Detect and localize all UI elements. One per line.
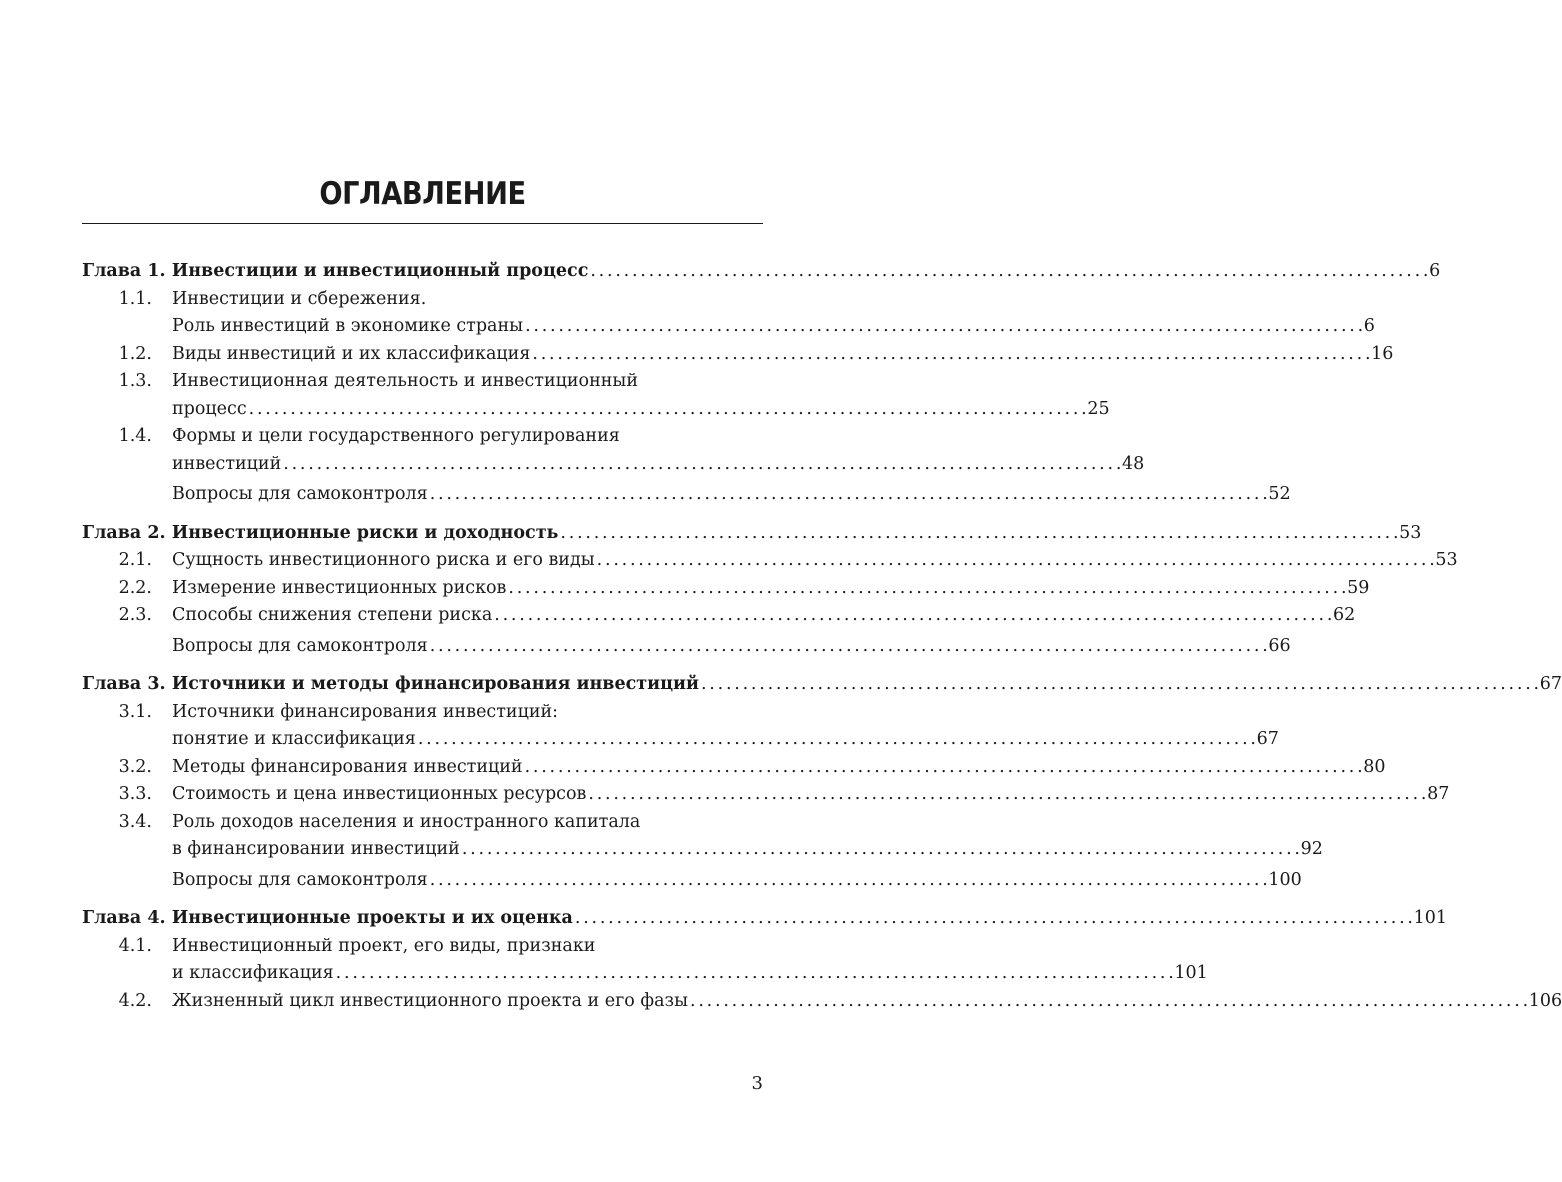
toc-page-number: 48 xyxy=(1121,453,1145,474)
toc-section-title: Сущность инвестиционного риска и его виды xyxy=(172,550,595,570)
dot-leader xyxy=(560,520,1397,548)
dot-leader xyxy=(525,313,1362,341)
toc-section-title: инвестиций xyxy=(172,453,282,474)
toc-questions-2[interactable] xyxy=(82,633,1291,661)
toc-page-number: 59 xyxy=(1347,577,1370,598)
toc-page-number: 87 xyxy=(1427,784,1450,804)
toc-page-number: 62 xyxy=(1332,605,1356,625)
toc-page-number: 106 xyxy=(1528,990,1562,1011)
dot-leader xyxy=(283,451,1120,479)
toc-section-2-1[interactable] xyxy=(82,547,1458,575)
dot-leader xyxy=(575,905,1412,933)
toc-section-3-4[interactable] xyxy=(82,809,763,837)
toc-section-number: 3.4. xyxy=(118,811,152,832)
toc-section-number: 1.2. xyxy=(118,343,152,364)
table-of-contents xyxy=(82,258,1562,1015)
dot-leader xyxy=(430,633,1267,661)
toc-section-4-1[interactable] xyxy=(82,933,763,961)
dot-leader xyxy=(462,836,1299,864)
dot-leader xyxy=(532,341,1369,369)
toc-section-1-3[interactable] xyxy=(82,368,763,396)
toc-chapter-1[interactable] xyxy=(82,258,1441,286)
toc-section-title: Способы снижения степени риска xyxy=(172,605,493,625)
toc-section-number: 1.3. xyxy=(118,371,152,391)
dot-leader xyxy=(597,547,1434,575)
toc-chapter-title: Глава 3. Источники и методы финансирования инвестиций xyxy=(82,674,699,694)
toc-section-title: Стоимость и цена инвестиционных ресурсов xyxy=(172,784,587,804)
toc-section-title: Источники финансирования инвестиций: xyxy=(172,701,559,722)
toc-section-number: 2.3. xyxy=(118,605,152,625)
toc-section-1-1[interactable] xyxy=(82,286,763,314)
toc-section-number: 1.1. xyxy=(118,288,152,309)
toc-section-1-1-cont[interactable] xyxy=(82,313,1375,341)
toc-section-title: Вопросы для самоконтроля xyxy=(172,484,428,504)
dot-leader xyxy=(430,867,1267,895)
dot-leader xyxy=(418,726,1255,754)
toc-page-number: 101 xyxy=(1413,908,1447,928)
toc-page-number: 80 xyxy=(1363,756,1386,777)
toc-section-number: 3.3. xyxy=(118,784,152,804)
toc-section-3-4-cont[interactable] xyxy=(82,836,1323,864)
dot-leader xyxy=(525,754,1362,782)
toc-section-3-2[interactable] xyxy=(82,754,1386,782)
toc-section-number: 4.2. xyxy=(118,990,152,1011)
toc-section-number: 1.4. xyxy=(118,426,152,446)
dot-leader xyxy=(588,781,1425,809)
dot-leader xyxy=(690,988,1527,1016)
page-number: 3 xyxy=(751,1073,763,1094)
toc-page-number: 100 xyxy=(1268,869,1302,890)
toc-page-number: 6 xyxy=(1429,261,1441,281)
toc-section-title: Вопросы для самоконтроля xyxy=(172,869,428,890)
toc-chapter-2[interactable] xyxy=(82,520,1422,548)
dot-leader xyxy=(508,575,1345,603)
toc-section-title: Измерение инвестиционных рисков xyxy=(172,577,507,598)
dot-leader xyxy=(336,960,1173,988)
toc-section-title: Виды инвестиций и их классификация xyxy=(172,343,531,364)
toc-chapter-4[interactable] xyxy=(82,905,1447,933)
toc-section-1-2[interactable] xyxy=(82,341,1394,369)
toc-page-number: 25 xyxy=(1087,398,1110,419)
toc-section-title: Роль инвестиций в экономике страны xyxy=(172,316,524,336)
toc-page-number: 53 xyxy=(1435,550,1458,570)
toc-section-4-1-cont[interactable] xyxy=(82,960,1208,988)
toc-section-title: и классификация xyxy=(172,963,334,983)
toc-section-title: Инвестиционная деятельность и инвестиционный xyxy=(172,371,639,391)
toc-section-title: Формы и цели государственного регулирования xyxy=(172,426,620,446)
toc-section-3-3[interactable] xyxy=(82,781,1450,809)
toc-page-number: 16 xyxy=(1371,343,1394,364)
toc-page-number: 66 xyxy=(1268,635,1291,656)
toc-section-title: Вопросы для самоконтроля xyxy=(172,635,428,656)
toc-section-title: Инвестиционный проект, его виды, признаки xyxy=(172,935,596,956)
toc-section-title: Роль доходов населения и иностранного капитала xyxy=(172,811,641,832)
toc-chapter-title: Глава 4. Инвестиционные проекты и их оценка xyxy=(82,908,573,928)
title-divider xyxy=(82,223,763,224)
toc-questions-3[interactable] xyxy=(82,867,1302,895)
toc-page-number: 101 xyxy=(1174,963,1208,983)
toc-questions-1[interactable] xyxy=(82,481,1291,509)
toc-section-number: 3.1. xyxy=(118,701,152,722)
toc-page-number: 67 xyxy=(1256,729,1279,749)
dot-leader xyxy=(701,671,1538,699)
toc-section-4-2[interactable] xyxy=(82,988,1562,1016)
dot-leader xyxy=(590,258,1427,286)
toc-section-1-4[interactable] xyxy=(82,423,763,451)
toc-section-2-3[interactable] xyxy=(82,602,1356,630)
toc-section-title: понятие и классификация xyxy=(172,729,416,749)
toc-chapter-title: Глава 2. Инвестиционные риски и доходность xyxy=(82,522,559,543)
dot-leader xyxy=(249,396,1086,424)
toc-section-1-4-cont[interactable] xyxy=(82,451,1145,479)
toc-chapter-title: Глава 1. Инвестиции и инвестиционный процесс xyxy=(82,261,589,281)
toc-page-number: 53 xyxy=(1399,522,1422,543)
toc-section-title: Методы финансирования инвестиций xyxy=(172,756,523,777)
dot-leader xyxy=(430,481,1267,509)
toc-section-title: Инвестиции и сбережения. xyxy=(172,288,427,309)
toc-page-number: 67 xyxy=(1539,674,1562,694)
toc-page-number: 6 xyxy=(1363,316,1375,336)
toc-section-number: 2.1. xyxy=(118,550,152,570)
toc-page-number: 52 xyxy=(1268,484,1291,504)
page-title: ОГЛАВЛЕНИЕ xyxy=(319,176,526,212)
dot-leader xyxy=(494,602,1331,630)
toc-section-title: процесс xyxy=(172,398,247,419)
toc-chapter-3[interactable] xyxy=(82,671,1562,699)
toc-section-1-3-cont[interactable] xyxy=(82,396,1110,424)
toc-section-number: 2.2. xyxy=(118,577,152,598)
toc-section-number: 4.1. xyxy=(118,935,152,956)
toc-section-title: в финансировании инвестиций xyxy=(172,839,460,859)
toc-page-number: 92 xyxy=(1300,839,1323,859)
toc-section-2-2[interactable] xyxy=(82,575,1370,603)
toc-section-3-1[interactable] xyxy=(82,699,763,727)
toc-section-number: 3.2. xyxy=(118,756,152,777)
toc-section-3-1-cont[interactable] xyxy=(82,726,1279,754)
toc-section-title: Жизненный цикл инвестиционного проекта и его фазы xyxy=(172,990,689,1011)
